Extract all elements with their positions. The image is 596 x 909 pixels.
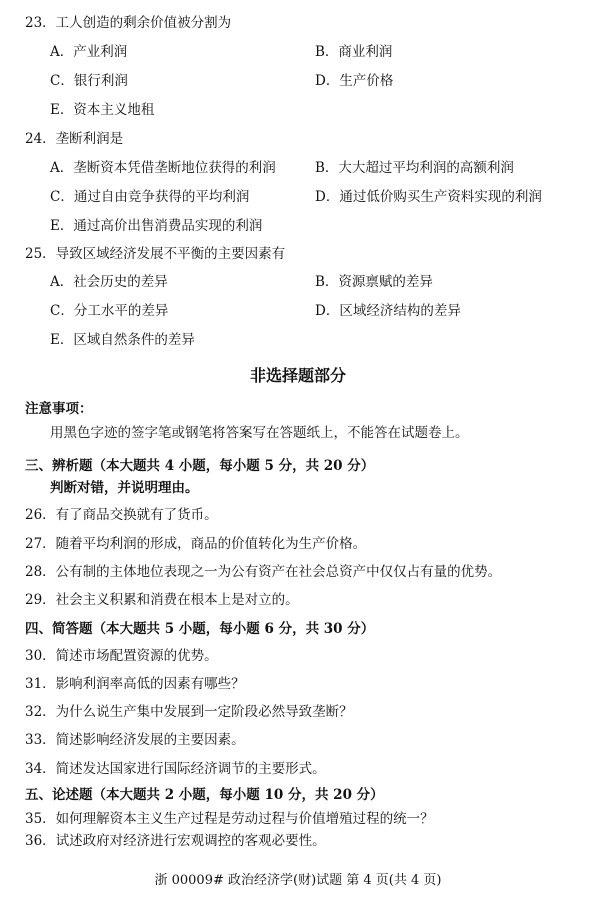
question-25-option-e: E．区域自然条件的差异 — [50, 332, 195, 348]
question-24-option-b: B．大大超过平均利润的高额利润 — [315, 160, 514, 176]
part4-title: 四、简答题（本大题共 5 小题，每小题 6 分，共 30 分） — [25, 621, 375, 637]
question-28: 28．公有制的主体地位表现之一为公有资产在社会总资产中仅仅占有量的优势。 — [25, 564, 502, 580]
question-36: 36．试述政府对经济进行宏观调控的客观必要性。 — [25, 833, 326, 849]
question-27: 27．随着平均利润的形成，商品的价值转化为生产价格。 — [25, 536, 367, 552]
question-26: 26．有了商品交换就有了货币。 — [25, 507, 218, 523]
question-23-stem: 23．工人创造的剩余价值被分割为 — [25, 15, 232, 31]
notice-heading: 注意事项： — [25, 401, 93, 417]
question-25-option-d: D．区域经济结构的差异 — [315, 303, 461, 319]
question-24-option-c: C．通过自由竞争获得的平均利润 — [50, 189, 250, 205]
question-34: 34．简述发达国家进行国际经济调节的主要形式。 — [25, 761, 326, 777]
question-23-option-c: C．银行利润 — [50, 73, 128, 89]
question-30: 30．简述市场配置资源的优势。 — [25, 648, 218, 664]
question-25-option-c: C．分工水平的差异 — [50, 303, 169, 319]
question-35: 35．如何理解资本主义生产过程是劳动过程与价值增殖过程的统一？ — [25, 811, 434, 827]
question-23-option-a: A．产业利润 — [50, 44, 128, 60]
section-title: 非选择题部分 — [249, 366, 346, 385]
question-29: 29．社会主义积累和消费在根本上是对立的。 — [25, 592, 299, 608]
question-23-option-b: B．商业利润 — [315, 44, 393, 60]
question-33: 33．简述影响经济发展的主要因素。 — [25, 732, 245, 748]
question-25-stem: 25．导致区域经济发展不平衡的主要因素有 — [25, 246, 286, 262]
part3-instruction: 判断对错，并说明理由。 — [50, 480, 199, 496]
question-24-option-e: E．通过高价出售消费品实现的利润 — [50, 218, 263, 234]
part5-title: 五、论述题（本大题共 2 小题，每小题 10 分，共 20 分） — [25, 787, 384, 803]
question-31: 31．影响利润率高低的因素有哪些？ — [25, 676, 245, 692]
question-32: 32．为什么说生产集中发展到一定阶段必然导致垄断？ — [25, 704, 353, 720]
question-23-option-e: E．资本主义地租 — [50, 102, 155, 118]
question-23-option-d: D．生产价格 — [315, 73, 394, 89]
question-25-option-b: B．资源禀赋的差异 — [315, 274, 433, 290]
notice-text: 用黑色字迹的签字笔或钢笔将答案写在答题纸上，不能答在试题卷上。 — [50, 425, 469, 441]
part3-title: 三、辨析题（本大题共 4 小题，每小题 5 分，共 20 分） — [25, 458, 375, 474]
question-24-option-a: A．垄断资本凭借垄断地位获得的利润 — [50, 160, 276, 176]
question-25-option-a: A．社会历史的差异 — [50, 274, 168, 290]
question-24-option-d: D．通过低价购买生产资料实现的利润 — [315, 189, 542, 205]
question-24-stem: 24．垄断利润是 — [25, 131, 124, 147]
page-footer: 浙 00009# 政治经济学(财)试题 第 4 页(共 4 页) — [154, 873, 442, 888]
